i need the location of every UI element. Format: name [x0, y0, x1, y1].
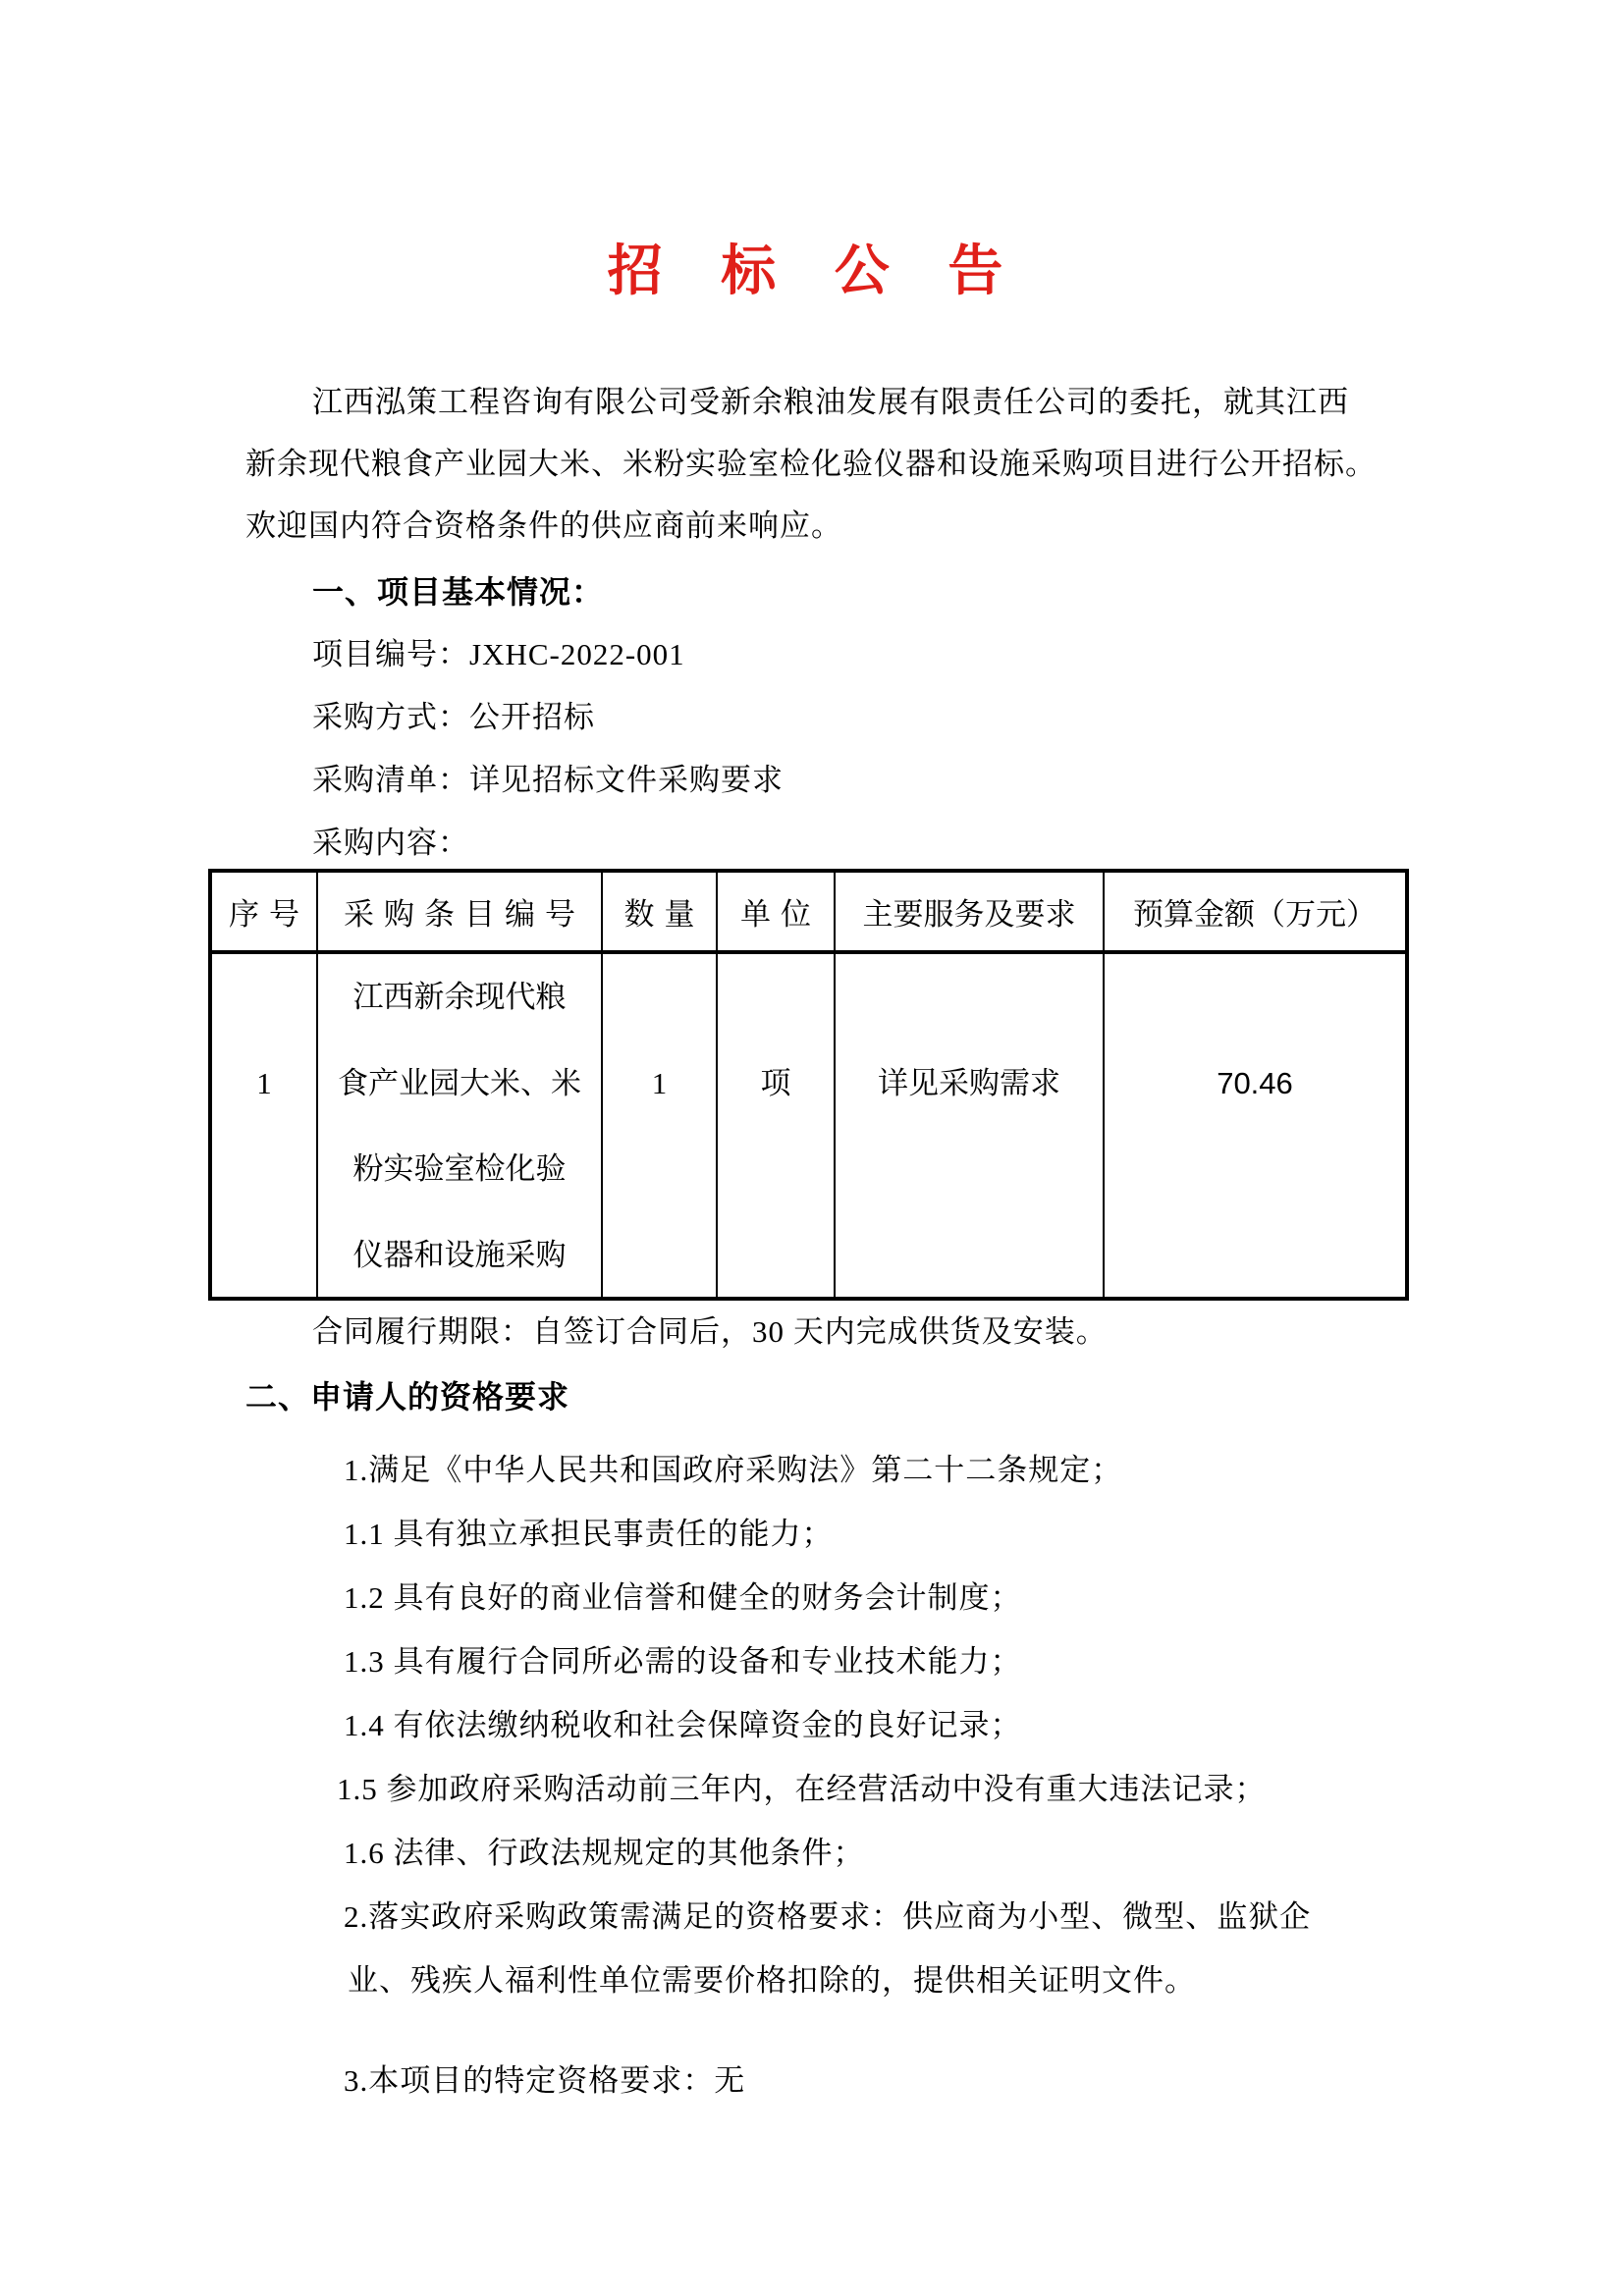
requirement-item: 1.满足《中华人民共和国政府采购法》第二十二条规定；: [344, 1453, 1123, 1487]
table-header-quantity: 数量: [601, 873, 716, 954]
requirement-item-continuation: 业、残疾人福利性单位需要价格扣除的，提供相关证明文件。: [348, 1963, 1196, 1998]
procurement-list-line: 采购清单：详见招标文件采购要求: [312, 763, 784, 797]
table-header-unit: 单位: [716, 873, 834, 954]
procurement-table: [208, 869, 1409, 1301]
contract-period-line: 合同履行期限：自签订合同后，30 天内完成供货及安装。: [312, 1314, 1108, 1349]
requirement-item: 1.3 具有履行合同所必需的设备和专业技术能力；: [344, 1644, 1022, 1679]
table-cell-index: 1: [256, 1066, 272, 1100]
page-title: 招 标 公 告: [607, 240, 1017, 301]
item-name-line: 粉实验室检化验: [352, 1151, 567, 1186]
project-number-line: 项目编号：JXHC-2022-001: [312, 637, 685, 671]
requirement-item: 1.4 有依法缴纳税收和社会保障资金的良好记录；: [344, 1708, 1022, 1742]
table-cell-service: 详见采购需求: [834, 954, 1103, 1298]
table-header-service: 主要服务及要求: [834, 873, 1103, 954]
requirement-item: 1.1 具有独立承担民事责任的能力；: [344, 1517, 834, 1551]
item-name-line: 食产业园大米、米: [338, 1065, 581, 1100]
table-header-item: 采购条目编号: [316, 873, 601, 954]
requirement-item: 1.6 法律、行政法规规定的其他条件；: [344, 1836, 865, 1870]
requirement-item: 1.2 具有良好的商业信誉和健全的财务会计制度；: [344, 1580, 1022, 1615]
section2-heading: 二、申请人的资格要求: [245, 1379, 570, 1415]
procurement-content-line: 采购内容：: [312, 826, 469, 860]
item-name-line: 仪器和设施采购: [352, 1237, 567, 1272]
table-cell-item: [316, 954, 601, 1298]
intro-line-3: 欢迎国内符合资格条件的供应商前来响应。: [245, 508, 842, 543]
table-cell-budget: 70.46: [1103, 954, 1405, 1298]
table-header-budget: 预算金额（万元）: [1103, 873, 1405, 954]
procurement-method-line: 采购方式：公开招标: [312, 700, 595, 734]
intro-line-1: 江西泓策工程咨询有限公司受新余粮油发展有限责任公司的委托，就其江西: [312, 385, 1349, 419]
requirement-item: 3.本项目的特定资格要求：无: [344, 2063, 746, 2098]
table-header-index: 序号: [212, 873, 316, 954]
requirement-item: 1.5 参加政府采购活动前三年内，在经营活动中没有重大违法记录；: [337, 1772, 1267, 1806]
table-cell-quantity: 1: [601, 954, 716, 1298]
table-cell-unit: 项: [716, 954, 834, 1298]
section1-heading: 一、项目基本情况：: [312, 574, 605, 610]
intro-line-2: 新余现代粮食产业园大米、米粉实验室检化验仪器和设施采购项目进行公开招标。: [245, 447, 1377, 481]
item-name-line: 江西新余现代粮: [352, 980, 567, 1014]
requirement-item: 2.落实政府采购政策需满足的资格要求：供应商为小型、微型、监狱企: [344, 1899, 1312, 1934]
